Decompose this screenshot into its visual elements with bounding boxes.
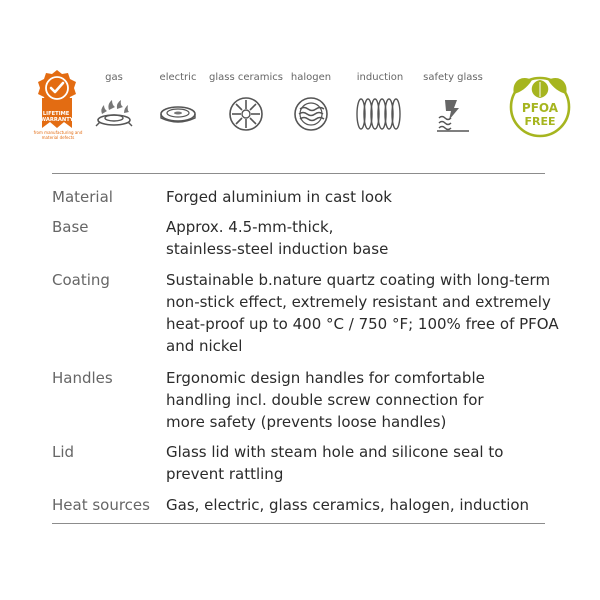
pfoa-label: PFOA: [521, 101, 559, 115]
spec-value: [166, 441, 551, 485]
spec-value-line: more safety (prevents loose handles): [166, 413, 447, 431]
pfoa-free-badge: [505, 70, 575, 140]
features-icon-row: [0, 0, 600, 160]
spec-label: Material: [52, 188, 113, 206]
top-divider: [52, 173, 545, 174]
spec-label: Lid: [52, 443, 75, 461]
heat-source-label: glass ceramics: [209, 72, 283, 83]
spec-label: Coating: [52, 271, 110, 289]
spec-value-line: stainless-steel induction base: [166, 240, 389, 258]
spec-label: Base: [52, 218, 89, 236]
spec-label: Heat sources: [52, 496, 150, 514]
warranty-title: LIFETIME WARRANTY: [40, 111, 74, 123]
spec-value-line: non-stick effect, extremely resistant and extremely: [166, 293, 551, 311]
leaf-circle-icon: [505, 70, 575, 140]
bottom-divider: [52, 523, 545, 524]
glass-ceramic-icon: [226, 96, 266, 132]
spec-label: Handles: [52, 369, 113, 387]
warranty-fine-print: from manufacturing and material defects: [33, 130, 83, 140]
induction-coil-icon: [355, 96, 405, 132]
spec-value: [166, 186, 551, 208]
spec-value-line: and nickel: [166, 337, 243, 355]
heat-source-label: safety glass: [423, 72, 483, 83]
spec-value-line: Gas, electric, glass ceramics, halogen, induction: [166, 496, 530, 514]
spec-value: [166, 216, 551, 260]
gas-burner-icon: [94, 96, 134, 130]
spec-value-line: Ergonomic design handles for comfortable: [166, 369, 485, 387]
spec-value-line: Approx. 4.5-mm-thick,: [166, 218, 334, 236]
heat-source-label: electric: [159, 72, 197, 83]
spec-value-line: prevent rattling: [166, 465, 284, 483]
spec-value-line: heat-proof up to 400 °C / 750 °F; 100% free of PFOA: [166, 315, 559, 333]
electric-plate-icon: [158, 96, 198, 130]
heat-source-label: gas: [105, 72, 123, 83]
heat-source-halogen: [271, 72, 351, 132]
spec-value: [166, 269, 559, 357]
heat-source-safety-glass: [413, 72, 493, 132]
spec-value: [166, 367, 551, 433]
heat-source-label: induction: [356, 72, 404, 83]
free-label: FREE: [524, 115, 556, 128]
heat-source-induction: [340, 72, 420, 132]
spec-value: [166, 494, 551, 516]
heat-source-label: halogen: [290, 72, 332, 83]
spec-value-line: Sustainable b.nature quartz coating with long-term: [166, 271, 551, 289]
spec-value-line: Glass lid with steam hole and silicone seal to: [166, 443, 504, 461]
spec-value-line: handling incl. double screw connection for: [166, 391, 484, 409]
halogen-icon: [291, 96, 331, 132]
safety-glass-icon: [435, 96, 471, 132]
spec-value-line: Forged aluminium in cast look: [166, 188, 392, 206]
